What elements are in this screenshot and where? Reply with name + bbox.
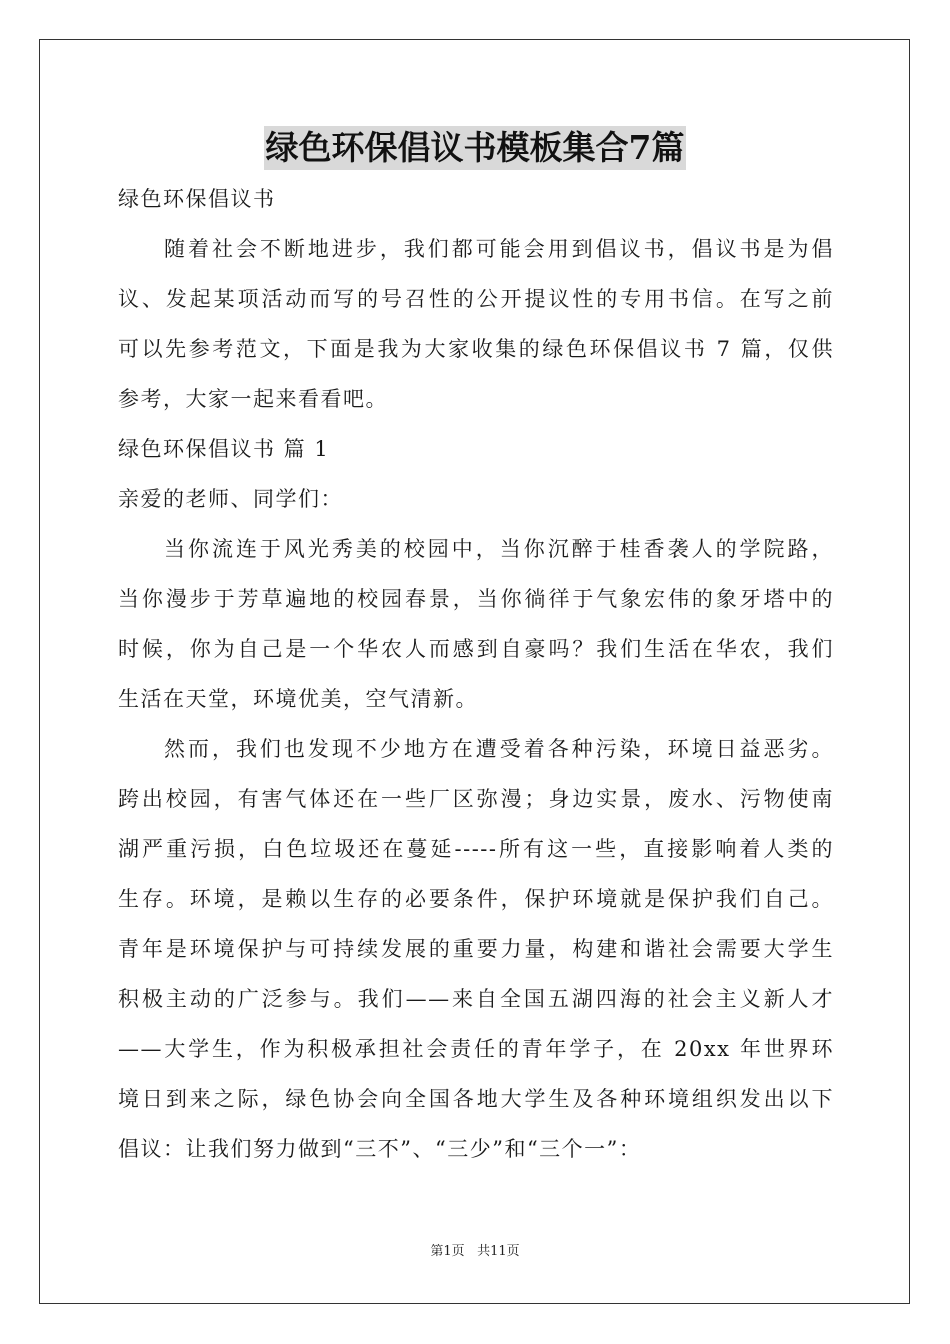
title-container	[0, 126, 950, 170]
text-line: 境日到来之际，绿色协会向全国各地大学生及各种环境组织发出以下	[118, 1087, 834, 1111]
text-line: 生活在天堂，环境优美，空气清新。	[118, 687, 478, 711]
text-line: 议、发起某项活动而写的号召性的公开提议性的专用书信。在写之前	[118, 287, 834, 311]
text-line: ——大学生，作为积极承担社会责任的青年学子，在 20xx 年世界环	[118, 1037, 834, 1061]
text-line: 跨出校园，有害气体还在一些厂区弥漫；身边实景，废水、污物使南	[118, 787, 834, 811]
page-number: 第1页	[430, 1244, 465, 1259]
text-line: 湖严重污损，白色垃圾还在蔓延-----所有这一些，直接影响着人类的	[118, 837, 834, 861]
text-line: 亲爱的老师、同学们：	[118, 487, 343, 511]
text-line: 倡议：让我们努力做到“三不”、“三少”和“三个一”：	[118, 1137, 642, 1161]
text-line: 当你漫步于芳草遍地的校园春景，当你徜徉于气象宏伟的象牙塔中的	[118, 587, 834, 611]
text-line: 青年是环境保护与可持续发展的重要力量，构建和谐社会需要大学生	[118, 937, 834, 961]
text-line: 生存。环境，是赖以生存的必要条件，保护环境就是保护我们自己。	[118, 887, 834, 911]
document-body	[118, 178, 834, 1178]
text-line: 随着社会不断地进步，我们都可能会用到倡议书，倡议书是为倡	[164, 237, 834, 261]
text-line: 参考，大家一起来看看吧。	[118, 387, 388, 411]
text-line: 时候，你为自己是一个华农人而感到自豪吗？我们生活在华农，我们	[118, 637, 834, 661]
text-line: 积极主动的广泛参与。我们——来自全国五湖四海的社会主义新人才	[118, 987, 834, 1011]
text-line: 绿色环保倡议书 篇 1	[118, 437, 330, 461]
page-footer	[0, 1240, 950, 1259]
page-total: 共11页	[477, 1244, 520, 1259]
text-line: 然而，我们也发现不少地方在遭受着各种污染，环境日益恶劣。	[164, 737, 834, 761]
text-line: 当你流连于风光秀美的校园中，当你沉醉于桂香袭人的学院路，	[164, 537, 834, 561]
text-line: 可以先参考范文，下面是我为大家收集的绿色环保倡议书 7 篇，仅供	[118, 337, 834, 361]
text-line: 绿色环保倡议书	[118, 187, 276, 211]
document-title: 绿色环保倡议书模板集合7篇	[264, 126, 687, 170]
